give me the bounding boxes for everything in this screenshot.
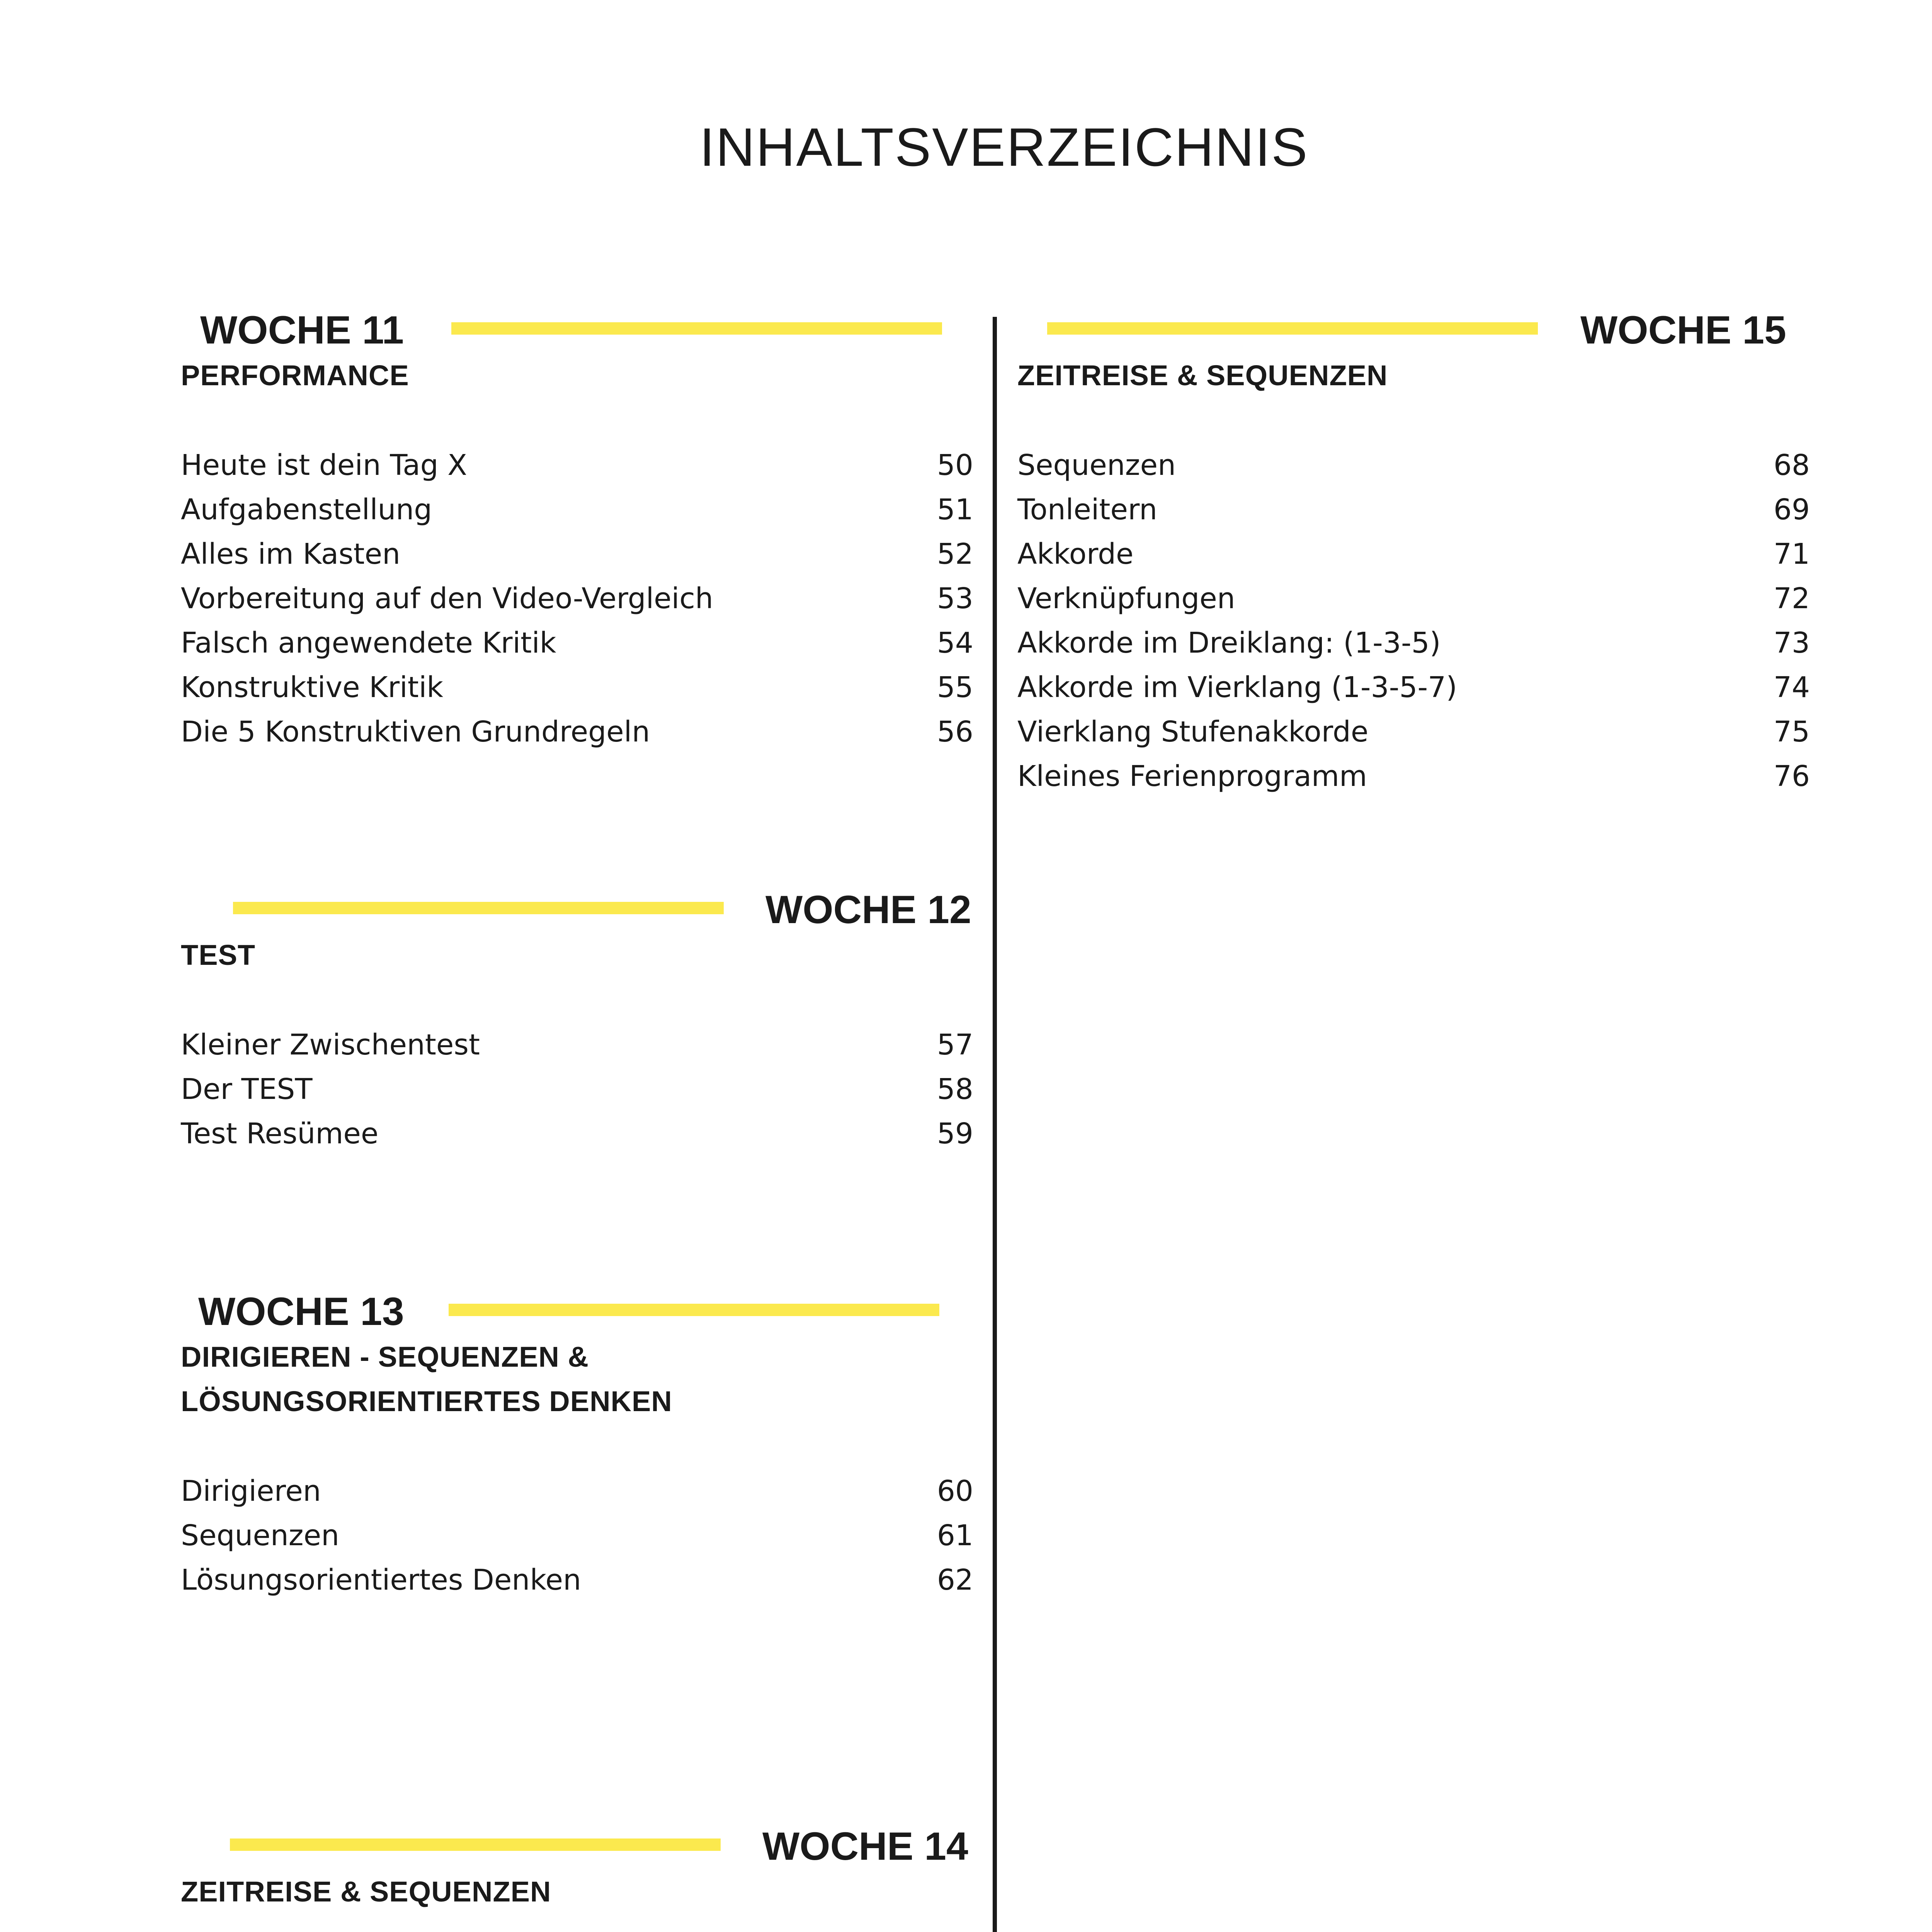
week-heading: WOCHE 13 bbox=[198, 1289, 404, 1333]
list-item[interactable] bbox=[181, 710, 973, 754]
entry-page-number: 60 bbox=[937, 1475, 973, 1508]
week-subtitle: ZEITREISE & SEQUENZEN bbox=[181, 1876, 551, 1908]
entry-label: Lösungsorientiertes Denken bbox=[181, 1563, 581, 1597]
week-header bbox=[181, 885, 973, 934]
entry-label: Akkorde bbox=[1017, 537, 1134, 571]
list-item[interactable] bbox=[181, 532, 973, 577]
entry-label: Dirigieren bbox=[181, 1475, 321, 1508]
entry-label: Konstruktive Kritik bbox=[181, 671, 444, 704]
column-divider bbox=[993, 317, 997, 1932]
entry-page-number: 59 bbox=[937, 1117, 973, 1150]
entry-page-number: 52 bbox=[937, 537, 973, 571]
list-item[interactable] bbox=[1017, 532, 1810, 577]
list-item[interactable] bbox=[181, 1067, 973, 1112]
list-item[interactable] bbox=[1017, 621, 1810, 665]
entry-list bbox=[181, 1469, 973, 1602]
entry-label: Tonleitern bbox=[1017, 493, 1158, 526]
list-item[interactable] bbox=[1017, 443, 1810, 488]
week-section-14 bbox=[181, 1821, 973, 1932]
entry-label: Verknüpfungen bbox=[1017, 582, 1235, 615]
entry-label: Sequenzen bbox=[181, 1519, 340, 1552]
entry-page-number: 61 bbox=[937, 1519, 973, 1552]
list-item[interactable] bbox=[181, 1469, 973, 1514]
entry-label: Heute ist dein Tag X bbox=[181, 449, 467, 482]
entry-page-number: 75 bbox=[1773, 715, 1810, 748]
list-item[interactable] bbox=[1017, 754, 1810, 799]
entry-list bbox=[181, 443, 973, 754]
week-subtitle: PERFORMANCE bbox=[181, 359, 409, 391]
week-section-15 bbox=[1017, 305, 1810, 799]
list-item[interactable] bbox=[1017, 665, 1810, 710]
week-header bbox=[181, 1821, 973, 1871]
list-item[interactable] bbox=[181, 621, 973, 665]
entry-label: Falsch angewendete Kritik bbox=[181, 626, 556, 660]
week-heading: WOCHE 15 bbox=[1580, 308, 1786, 352]
week-section-11 bbox=[181, 305, 973, 754]
entry-label: Sequenzen bbox=[1017, 449, 1176, 482]
entry-page-number: 58 bbox=[937, 1073, 973, 1106]
week-heading: WOCHE 12 bbox=[765, 888, 971, 932]
entry-label: Kleines Ferienprogramm bbox=[1017, 760, 1367, 793]
entry-label: Akkorde im Vierklang (1-3-5-7) bbox=[1017, 671, 1458, 704]
accent-bar bbox=[451, 322, 942, 335]
list-item[interactable] bbox=[181, 1112, 973, 1156]
entry-label: Kleiner Zwischentest bbox=[181, 1028, 480, 1061]
list-item[interactable] bbox=[181, 1558, 973, 1602]
entry-list bbox=[1017, 443, 1810, 799]
entry-label: Test Resümee bbox=[181, 1117, 379, 1150]
entry-page-number: 56 bbox=[937, 715, 973, 748]
entry-list bbox=[181, 1023, 973, 1156]
entry-page-number: 74 bbox=[1773, 671, 1810, 704]
entry-label: Alles im Kasten bbox=[181, 537, 401, 571]
entry-label: Vorbereitung auf den Video-Vergleich bbox=[181, 582, 713, 615]
accent-bar bbox=[230, 1838, 721, 1851]
entry-page-number: 51 bbox=[937, 493, 973, 526]
week-subtitle: DIRIGIEREN - SEQUENZEN & bbox=[181, 1341, 589, 1373]
list-item[interactable] bbox=[1017, 488, 1810, 532]
entry-page-number: 76 bbox=[1773, 760, 1810, 793]
accent-bar bbox=[449, 1304, 939, 1316]
entry-label: Vierklang Stufenakkorde bbox=[1017, 715, 1369, 748]
week-heading: WOCHE 14 bbox=[762, 1824, 968, 1868]
entry-page-number: 57 bbox=[937, 1028, 973, 1061]
week-subtitle: TEST bbox=[181, 939, 256, 971]
week-heading: WOCHE 11 bbox=[200, 308, 404, 352]
page-title: INHALTSVERZEICHNIS bbox=[699, 117, 1309, 177]
week-subtitle: ZEITREISE & SEQUENZEN bbox=[1017, 359, 1388, 391]
entry-page-number: 62 bbox=[937, 1563, 973, 1597]
list-item[interactable] bbox=[181, 665, 973, 710]
entry-page-number: 72 bbox=[1773, 582, 1810, 615]
accent-bar bbox=[1047, 322, 1538, 335]
list-item[interactable] bbox=[181, 488, 973, 532]
list-item[interactable] bbox=[181, 443, 973, 488]
week-header bbox=[181, 305, 973, 355]
entry-page-number: 50 bbox=[937, 449, 973, 482]
entry-page-number: 69 bbox=[1773, 493, 1810, 526]
entry-label: Aufgabenstellung bbox=[181, 493, 432, 526]
week-subtitle: LÖSUNGSORIENTIERTES DENKEN bbox=[181, 1385, 672, 1417]
entry-page-number: 53 bbox=[937, 582, 973, 615]
list-item[interactable] bbox=[1017, 577, 1810, 621]
entry-label: Akkorde im Dreiklang: (1-3-5) bbox=[1017, 626, 1441, 660]
list-item[interactable] bbox=[1017, 710, 1810, 754]
entry-page-number: 55 bbox=[937, 671, 973, 704]
week-section-13 bbox=[181, 1287, 973, 1602]
accent-bar bbox=[233, 902, 724, 914]
week-header bbox=[1017, 305, 1810, 355]
list-item[interactable] bbox=[181, 1023, 973, 1067]
list-item[interactable] bbox=[181, 577, 973, 621]
entry-label: Die 5 Konstruktiven Grundregeln bbox=[181, 715, 650, 748]
entry-label: Der TEST bbox=[181, 1073, 313, 1106]
entry-page-number: 68 bbox=[1773, 449, 1810, 482]
list-item[interactable] bbox=[181, 1514, 973, 1558]
entry-page-number: 54 bbox=[937, 626, 973, 660]
week-header bbox=[181, 1287, 973, 1336]
entry-page-number: 71 bbox=[1773, 537, 1810, 571]
entry-page-number: 73 bbox=[1773, 626, 1810, 660]
week-section-12 bbox=[181, 885, 973, 1156]
